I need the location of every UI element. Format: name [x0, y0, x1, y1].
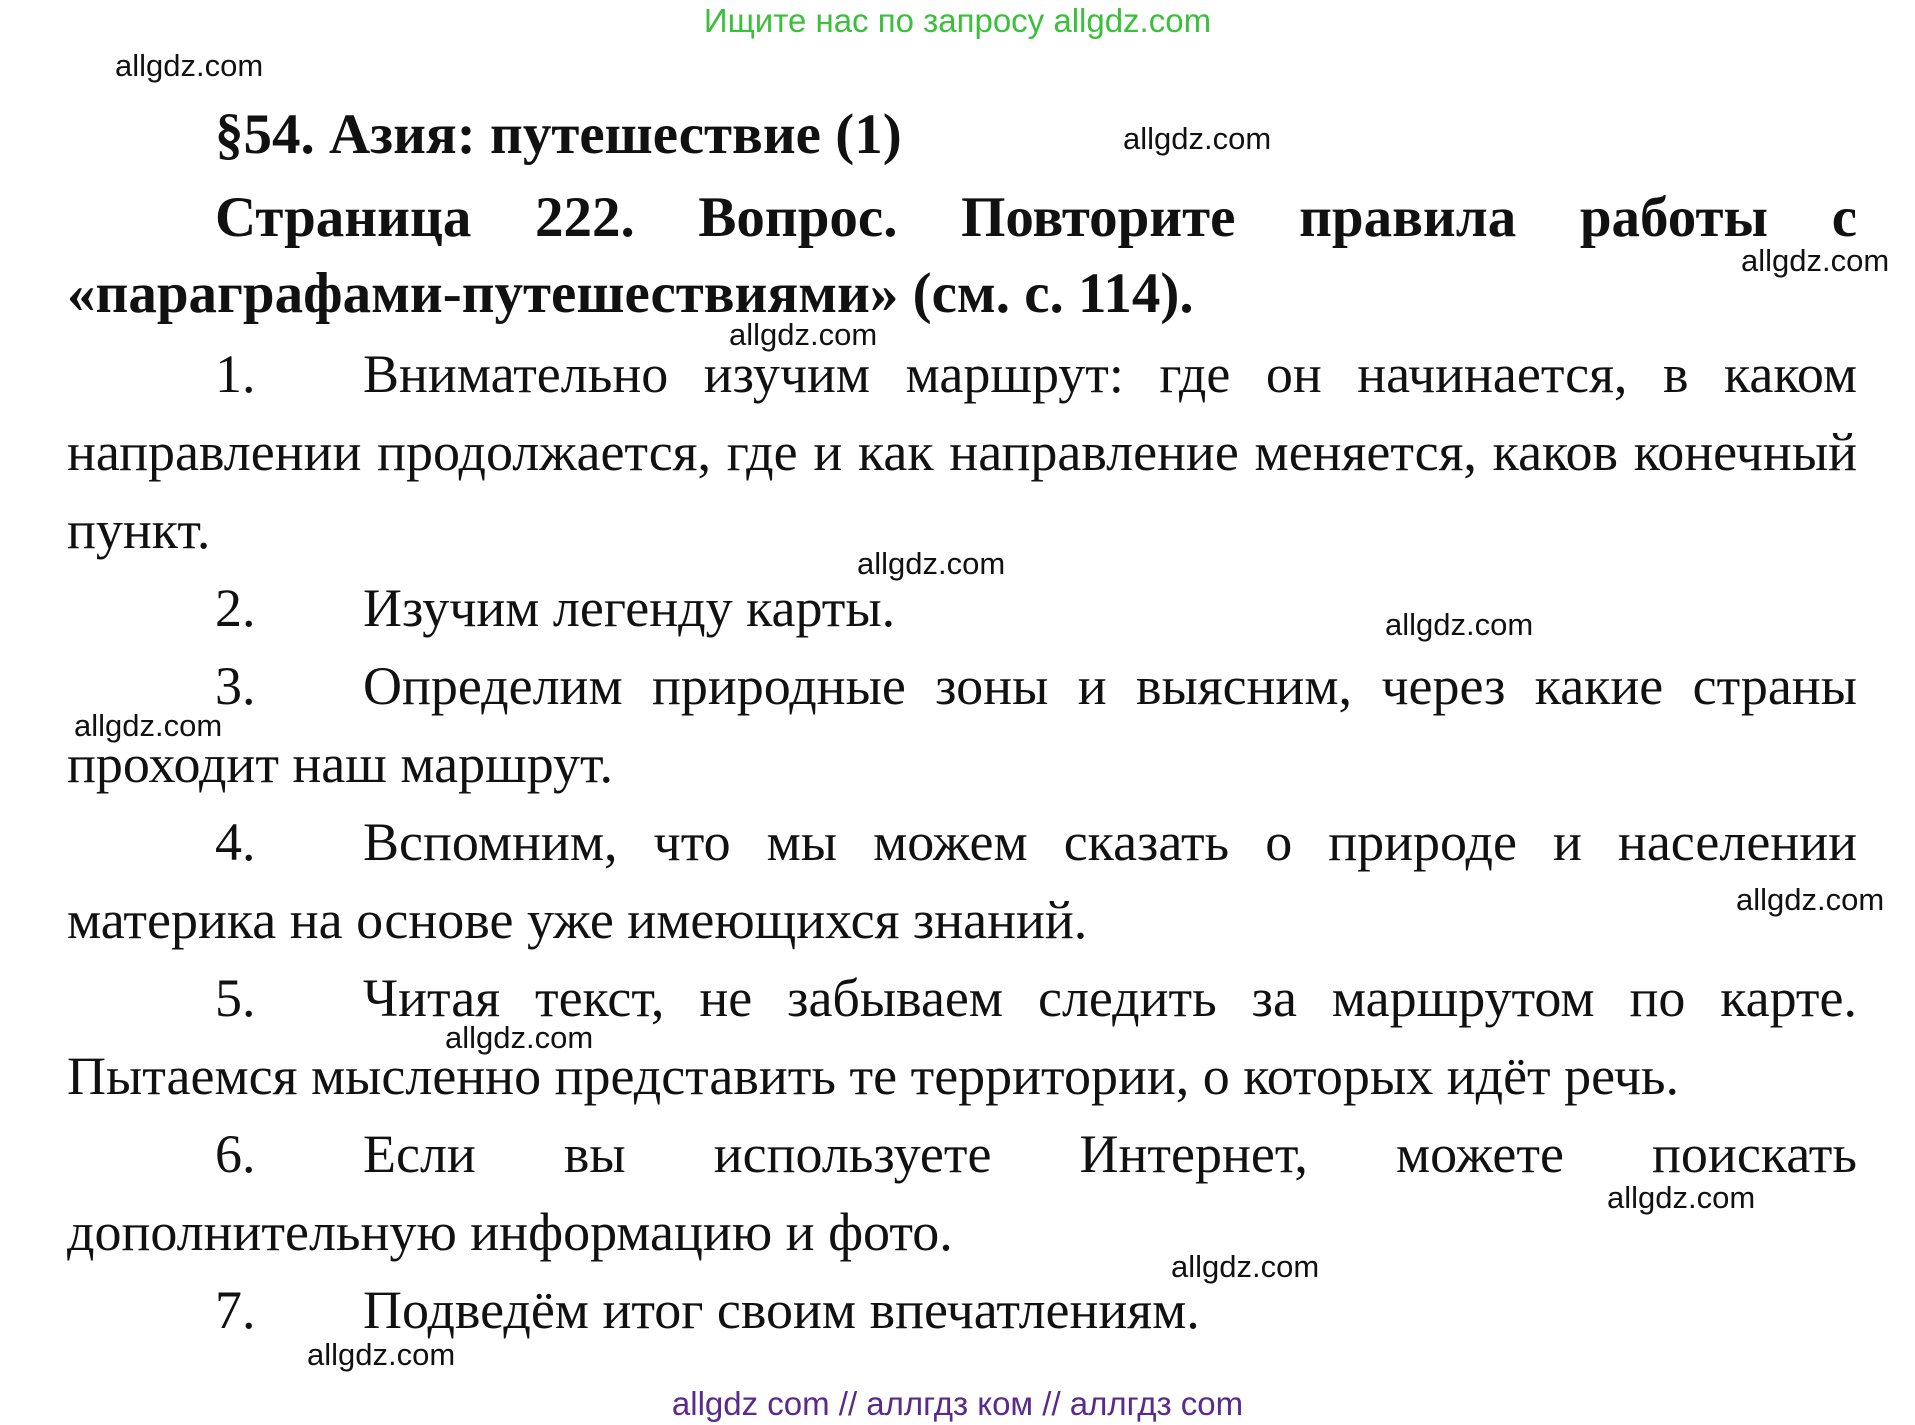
- list-item-number: 3.: [215, 656, 256, 716]
- watermark: allgdz.com: [74, 708, 223, 743]
- list-item-number: 7.: [215, 1280, 256, 1340]
- list-item-number: 2.: [215, 578, 256, 638]
- watermark: allgdz.com: [1171, 1249, 1320, 1284]
- list-item-3: [67, 647, 1857, 803]
- list-item-text: Читая текст, не забываем следить за маршрутом по карте. Пытаемся мысленно представить те территории, о которых идёт речь.: [67, 968, 1857, 1106]
- watermark: allgdz.com: [307, 1337, 456, 1372]
- list-item-text: Определим природные зоны и выясним, через какие страны проходит наш маршрут.: [67, 656, 1857, 794]
- top-banner: Ищите нас по запросу allgdz.com: [703, 2, 1212, 39]
- watermark: allgdz.com: [1741, 243, 1890, 278]
- watermark: allgdz.com: [1385, 607, 1534, 642]
- watermark: allgdz.com: [857, 546, 1006, 581]
- watermark: allgdz.com: [115, 48, 264, 83]
- watermark: allgdz.com: [1123, 121, 1272, 156]
- list-item-text: Изучим легенду карты.: [363, 578, 896, 638]
- watermark: allgdz.com: [729, 317, 878, 352]
- list-item-number: 5.: [215, 968, 256, 1028]
- page-title: §54. Азия: путешествие (1): [215, 103, 902, 166]
- rules-list: [67, 335, 1857, 1349]
- list-item-text: Подведём итог своим впечатлениям.: [363, 1280, 1200, 1340]
- list-item-text: Если вы используете Интернет, можете поискать дополнительную информацию и фото.: [67, 1124, 1857, 1262]
- list-item-text: Вспомним, что мы можем сказать о природе и населении материка на основе уже имеющихся знаний.: [67, 812, 1857, 950]
- list-item-number: 4.: [215, 812, 256, 872]
- question-heading: Страница 222. Вопрос. Повторите правила работы с «параграфами-путешествиями» (см. с. 114).: [67, 186, 1857, 325]
- footer-watermark: allgdz com // аллгдз ком // аллгдз com: [671, 1385, 1244, 1422]
- watermark: allgdz.com: [445, 1020, 594, 1055]
- list-item-text: Внимательно изучим маршрут: где он начинается, в каком направлении продолжается, где и как направление меняется, каков конечный пункт.: [67, 344, 1857, 560]
- list-item-4: [67, 803, 1857, 959]
- list-item-1: [67, 335, 1857, 569]
- list-item-number: 1.: [215, 344, 256, 404]
- list-item-6: [67, 1115, 1857, 1271]
- list-item-5: [67, 959, 1857, 1115]
- list-item-number: 6.: [215, 1124, 256, 1184]
- watermark: allgdz.com: [1607, 1180, 1756, 1215]
- watermark: allgdz.com: [1736, 882, 1885, 917]
